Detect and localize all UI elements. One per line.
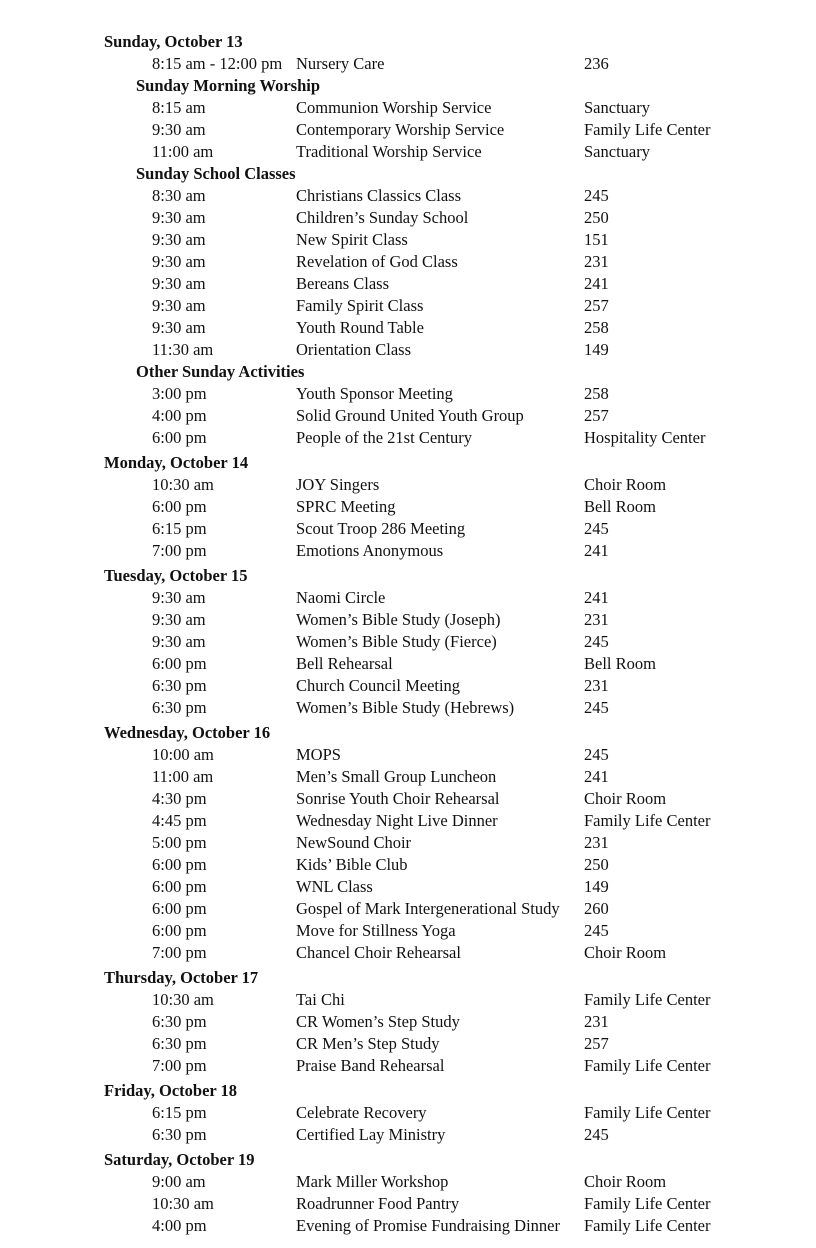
day-heading: Thursday, October 17 <box>104 968 259 987</box>
event-room: 245 <box>584 698 609 717</box>
event-time: 9:30 am <box>152 318 206 337</box>
event-name: Traditional Worship Service <box>296 142 482 161</box>
event-room: Bell Room <box>584 654 656 673</box>
group-heading: Other Sunday Activities <box>136 362 305 381</box>
event-room: 245 <box>584 519 609 538</box>
event-time: 6:00 pm <box>152 654 207 673</box>
event-name: Women’s Bible Study (Hebrews) <box>296 698 515 717</box>
event-room: 149 <box>584 877 609 896</box>
event-room: Family Life Center <box>584 1103 711 1122</box>
event-time: 6:30 pm <box>152 1125 207 1144</box>
event-time: 6:30 pm <box>152 698 207 717</box>
event-row <box>0 97 816 119</box>
day-section <box>0 452 816 562</box>
event-time: 10:30 am <box>152 1194 214 1213</box>
event-room: 250 <box>584 855 609 874</box>
event-name: Emotions Anonymous <box>296 541 444 560</box>
event-time: 7:00 pm <box>152 541 207 560</box>
event-room: 231 <box>584 1012 609 1031</box>
event-room: Family Life Center <box>584 990 711 1009</box>
event-time: 8:15 am - 12:00 pm <box>152 54 283 73</box>
event-time: 6:00 pm <box>152 428 207 447</box>
event-name: Women’s Bible Study (Fierce) <box>296 632 497 651</box>
event-room: Family Life Center <box>584 1216 711 1235</box>
event-row <box>0 53 816 75</box>
event-room: 245 <box>584 186 609 205</box>
event-name: Women’s Bible Study (Joseph) <box>296 610 501 629</box>
event-row <box>0 339 816 361</box>
event-row <box>0 1171 816 1193</box>
event-room: 231 <box>584 610 609 629</box>
event-row <box>0 1193 816 1215</box>
group-heading: Sunday School Classes <box>136 164 296 183</box>
event-row <box>0 474 816 496</box>
event-name: Scout Troop 286 Meeting <box>296 519 466 538</box>
event-row <box>0 898 816 920</box>
event-room: 257 <box>584 296 609 315</box>
event-time: 6:00 pm <box>152 899 207 918</box>
event-row <box>0 609 816 631</box>
event-room: 250 <box>584 208 609 227</box>
event-room: 245 <box>584 632 609 651</box>
event-row <box>0 631 816 653</box>
event-name: Gospel of Mark Intergenerational Study <box>296 899 560 918</box>
event-room: Hospitality Center <box>584 428 706 447</box>
event-room: Choir Room <box>584 1172 667 1191</box>
event-time: 5:00 pm <box>152 833 207 852</box>
event-time: 9:30 am <box>152 208 206 227</box>
event-name: Evening of Promise Fundraising Dinner <box>296 1216 560 1235</box>
event-room: 241 <box>584 767 609 786</box>
event-name: Bell Rehearsal <box>296 654 393 673</box>
event-room: 231 <box>584 676 609 695</box>
event-time: 8:15 am <box>152 98 206 117</box>
event-room: Choir Room <box>584 943 667 962</box>
event-room: 245 <box>584 1125 609 1144</box>
event-name: MOPS <box>296 745 341 764</box>
event-row <box>0 229 816 251</box>
event-name: Mark Miller Workshop <box>296 1172 449 1191</box>
event-room: 257 <box>584 1034 609 1053</box>
event-name: Sonrise Youth Choir Rehearsal <box>296 789 500 808</box>
event-name: Praise Band Rehearsal <box>296 1056 445 1075</box>
event-time: 4:30 pm <box>152 789 207 808</box>
day-section <box>0 1080 816 1146</box>
event-time: 11:00 am <box>152 142 214 161</box>
event-name: Kids’ Bible Club <box>296 855 408 874</box>
event-time: 11:00 am <box>152 767 214 786</box>
event-name: Christians Classics Class <box>296 186 462 205</box>
event-name: CR Women’s Step Study <box>296 1012 460 1031</box>
event-time: 9:30 am <box>152 588 206 607</box>
day-heading: Monday, October 14 <box>104 453 249 472</box>
event-row <box>0 697 816 719</box>
event-room: Family Life Center <box>584 811 711 830</box>
event-room: 236 <box>584 54 609 73</box>
event-name: WNL Class <box>296 877 373 896</box>
event-row <box>0 854 816 876</box>
event-room: 257 <box>584 406 609 425</box>
event-room: Choir Room <box>584 789 667 808</box>
event-time: 9:30 am <box>152 120 206 139</box>
event-room: 245 <box>584 745 609 764</box>
event-row <box>0 273 816 295</box>
event-name: SPRC Meeting <box>296 497 396 516</box>
event-room: 151 <box>584 230 609 249</box>
event-room: 258 <box>584 384 609 403</box>
event-row <box>0 1033 816 1055</box>
event-time: 6:00 pm <box>152 877 207 896</box>
event-row <box>0 185 816 207</box>
event-row <box>0 788 816 810</box>
event-name: Naomi Circle <box>296 588 386 607</box>
event-name: Bereans Class <box>296 274 390 293</box>
event-name: Solid Ground United Youth Group <box>296 406 524 425</box>
event-time: 8:30 am <box>152 186 206 205</box>
day-section <box>0 31 816 449</box>
event-row <box>0 383 816 405</box>
event-time: 4:45 pm <box>152 811 207 830</box>
event-row <box>0 518 816 540</box>
event-time: 9:30 am <box>152 230 206 249</box>
event-time: 9:00 am <box>152 1172 206 1191</box>
event-row <box>0 1102 816 1124</box>
event-name: People of the 21st Century <box>296 428 472 447</box>
event-time: 7:00 pm <box>152 1056 207 1075</box>
event-name: Men’s Small Group Luncheon <box>296 767 497 786</box>
event-time: 9:30 am <box>152 610 206 629</box>
event-name: Revelation of God Class <box>296 252 458 271</box>
event-name: Youth Round Table <box>296 318 424 337</box>
event-name: New Spirit Class <box>296 230 408 249</box>
event-row <box>0 920 816 942</box>
event-row <box>0 1215 816 1237</box>
event-room: Family Life Center <box>584 1194 711 1213</box>
day-heading: Friday, October 18 <box>104 1081 238 1100</box>
event-room: 241 <box>584 588 609 607</box>
event-name: JOY Singers <box>296 475 380 494</box>
event-time: 6:00 pm <box>152 921 207 940</box>
event-row <box>0 119 816 141</box>
event-time: 6:15 pm <box>152 1103 207 1122</box>
event-row <box>0 427 816 449</box>
event-room: 231 <box>584 252 609 271</box>
event-time: 6:00 pm <box>152 497 207 516</box>
event-room: 241 <box>584 274 609 293</box>
event-time: 9:30 am <box>152 296 206 315</box>
event-time: 6:30 pm <box>152 676 207 695</box>
event-row <box>0 1124 816 1146</box>
event-row <box>0 653 816 675</box>
event-room: Family Life Center <box>584 120 711 139</box>
event-room: 245 <box>584 921 609 940</box>
event-room: 258 <box>584 318 609 337</box>
event-room: Family Life Center <box>584 1056 711 1075</box>
event-name: Celebrate Recovery <box>296 1103 427 1122</box>
event-time: 10:30 am <box>152 475 214 494</box>
event-name: Nursery Care <box>296 54 385 73</box>
event-time: 6:00 pm <box>152 855 207 874</box>
event-time: 9:30 am <box>152 632 206 651</box>
day-heading: Saturday, October 19 <box>104 1150 255 1169</box>
event-time: 9:30 am <box>152 252 206 271</box>
event-time: 10:30 am <box>152 990 214 1009</box>
event-row <box>0 989 816 1011</box>
event-name: Orientation Class <box>296 340 412 359</box>
event-name: Family Spirit Class <box>296 296 424 315</box>
day-section <box>0 1149 816 1237</box>
event-room: Sanctuary <box>584 98 650 117</box>
event-row <box>0 295 816 317</box>
event-row <box>0 810 816 832</box>
weekly-schedule <box>0 31 816 1237</box>
event-name: Communion Worship Service <box>296 98 492 117</box>
event-name: Chancel Choir Rehearsal <box>296 943 461 962</box>
event-time: 11:30 am <box>152 340 214 359</box>
event-row <box>0 496 816 518</box>
event-row <box>0 1011 816 1033</box>
event-row <box>0 317 816 339</box>
event-row <box>0 876 816 898</box>
event-row <box>0 744 816 766</box>
event-row <box>0 675 816 697</box>
event-time: 7:00 pm <box>152 943 207 962</box>
event-time: 3:00 pm <box>152 384 207 403</box>
day-section <box>0 565 816 719</box>
day-heading: Sunday, October 13 <box>104 32 243 51</box>
event-name: CR Men’s Step Study <box>296 1034 440 1053</box>
event-time: 10:00 am <box>152 745 214 764</box>
event-name: Contemporary Worship Service <box>296 120 505 139</box>
event-time: 6:15 pm <box>152 519 207 538</box>
event-row <box>0 540 816 562</box>
event-row <box>0 587 816 609</box>
event-time: 9:30 am <box>152 274 206 293</box>
event-room: 260 <box>584 899 609 918</box>
event-name: NewSound Choir <box>296 833 412 852</box>
event-name: Children’s Sunday School <box>296 208 469 227</box>
group-heading: Sunday Morning Worship <box>136 76 321 95</box>
event-name: Youth Sponsor Meeting <box>296 384 453 403</box>
event-row <box>0 1055 816 1077</box>
day-section <box>0 722 816 964</box>
event-name: Roadrunner Food Pantry <box>296 1194 460 1213</box>
event-row <box>0 251 816 273</box>
event-name: Tai Chi <box>296 990 345 1009</box>
day-heading: Wednesday, October 16 <box>104 723 271 742</box>
event-name: Wednesday Night Live Dinner <box>296 811 498 830</box>
day-heading: Tuesday, October 15 <box>104 566 248 585</box>
event-time: 4:00 pm <box>152 1216 207 1235</box>
event-row <box>0 942 816 964</box>
event-name: Move for Stillness Yoga <box>296 921 456 940</box>
event-row <box>0 766 816 788</box>
event-time: 6:30 pm <box>152 1034 207 1053</box>
event-room: Choir Room <box>584 475 667 494</box>
event-room: 231 <box>584 833 609 852</box>
event-row <box>0 405 816 427</box>
event-row <box>0 141 816 163</box>
event-row <box>0 207 816 229</box>
event-room: 149 <box>584 340 609 359</box>
event-name: Church Council Meeting <box>296 676 461 695</box>
event-time: 6:30 pm <box>152 1012 207 1031</box>
event-time: 4:00 pm <box>152 406 207 425</box>
day-section <box>0 967 816 1077</box>
event-name: Certified Lay Ministry <box>296 1125 446 1144</box>
event-room: Sanctuary <box>584 142 650 161</box>
event-row <box>0 832 816 854</box>
event-room: 241 <box>584 541 609 560</box>
event-room: Bell Room <box>584 497 656 516</box>
